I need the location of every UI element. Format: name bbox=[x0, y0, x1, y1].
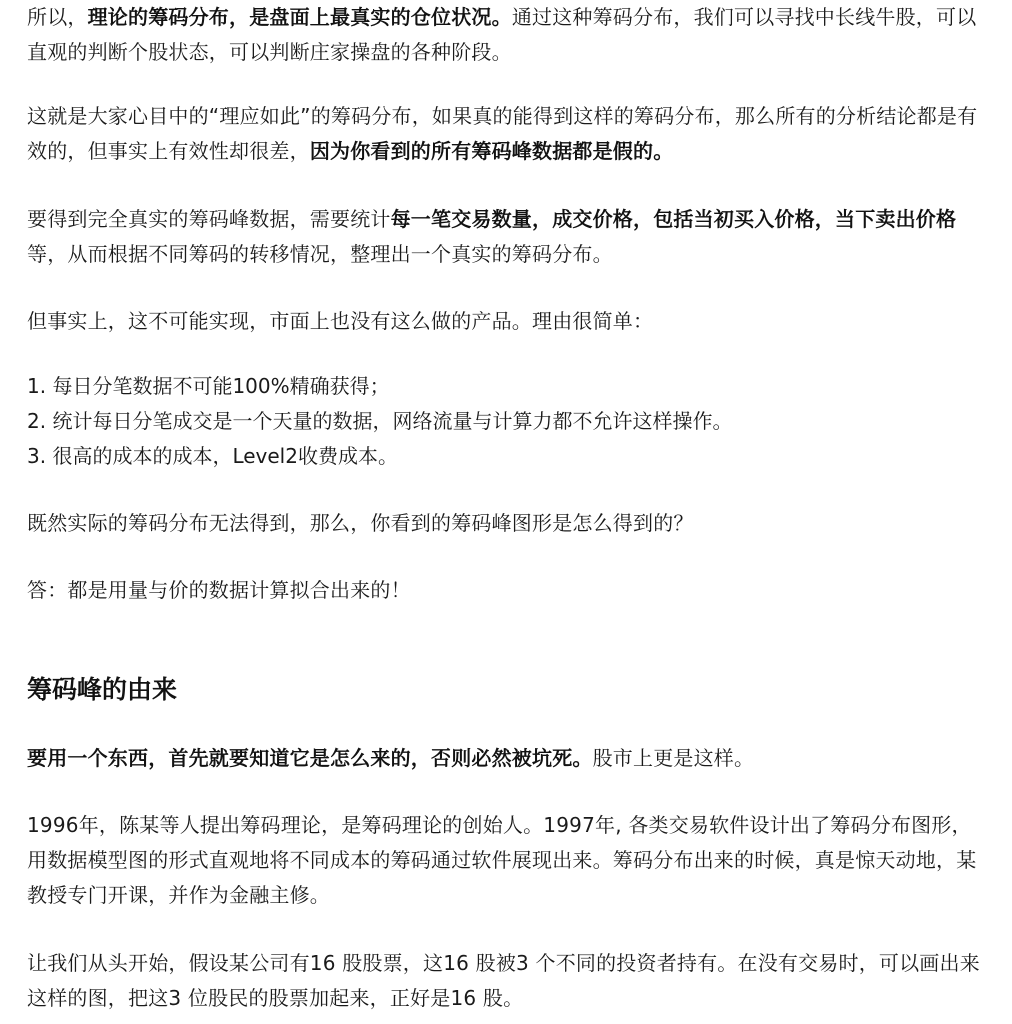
text-span: 通过这种筹码分布，我们可以寻找中长线牛股，可以直观的判断个股状态，可以判断庄家操盘的各种阶段。 bbox=[27, 5, 977, 64]
paragraph-real-data-requirements bbox=[27, 202, 982, 272]
paragraph-question: 既然实际的筹码分布无法得到，那么，你看到的筹码峰图形是怎么得到的？ bbox=[27, 511, 694, 535]
paragraph-not-possible: 但事实上，这不可能实现，市面上也没有这么做的产品。理由很简单： bbox=[27, 309, 654, 333]
list-item: 1. 每日分笔数据不可能100%精确获得； bbox=[27, 374, 390, 398]
paragraph-chip-distribution-theory bbox=[27, 0, 982, 70]
paragraph-ideal-distribution bbox=[27, 99, 982, 169]
text-span: 这就是大家心目中的“理应如此”的筹码分布，如果真的能得到这样的筹码分布，那么所有的分析结论都是有效的，但事实上有效性却很差， bbox=[27, 104, 978, 163]
bold-text: 因为你看到的所有筹码峰数据都是假的。 bbox=[309, 139, 674, 163]
list-item: 2. 统计每日分笔成交是一个天量的数据，网络流量与计算力都不允许这样操作。 bbox=[27, 409, 733, 433]
list-item: 3. 很高的成本的成本，Level2收费成本。 bbox=[27, 444, 398, 468]
section-heading: 筹码峰的由来 bbox=[27, 675, 178, 704]
bold-text: 每一笔交易数量，成交价格，包括当初买入价格，当下卖出价格 bbox=[390, 207, 957, 231]
bold-text: 理论的筹码分布，是盘面上最真实的仓位状况。 bbox=[87, 5, 512, 29]
paragraph-history: 1996年，陈某等人提出筹码理论，是筹码理论的创始人。1997年, 各类交易软件设计出了筹码分布图形，用数据模型图的形式直观地将不同成本的筹码通过软件展现出来。筹码分布出来的时候，真是惊天动地，某教授专门开课，并作为金融主修。 bbox=[27, 813, 977, 907]
text-span: 股市上更是这样。 bbox=[592, 746, 755, 770]
text-span: 等，从而根据不同筹码的转移情况，整理出一个真实的筹码分布。 bbox=[27, 242, 613, 266]
text-span: 所以， bbox=[27, 5, 88, 29]
text-span: 要得到完全真实的筹码峰数据，需要统计 bbox=[27, 207, 391, 231]
reasons-list bbox=[27, 369, 982, 474]
paragraph-origin-intro bbox=[27, 741, 982, 776]
bold-text: 要用一个东西，首先就要知道它是怎么来的，否则必然被坑死。 bbox=[27, 746, 593, 770]
paragraph-answer: 答：都是用量与价的数据计算拟合出来的！ bbox=[27, 578, 411, 602]
paragraph-example: 让我们从头开始，假设某公司有16 股股票，这16 股被3 个不同的投资者持有。在没有交易时，可以画出来这样的图，把这3 位股民的股票加起来，正好是16 股。 bbox=[27, 951, 980, 1010]
